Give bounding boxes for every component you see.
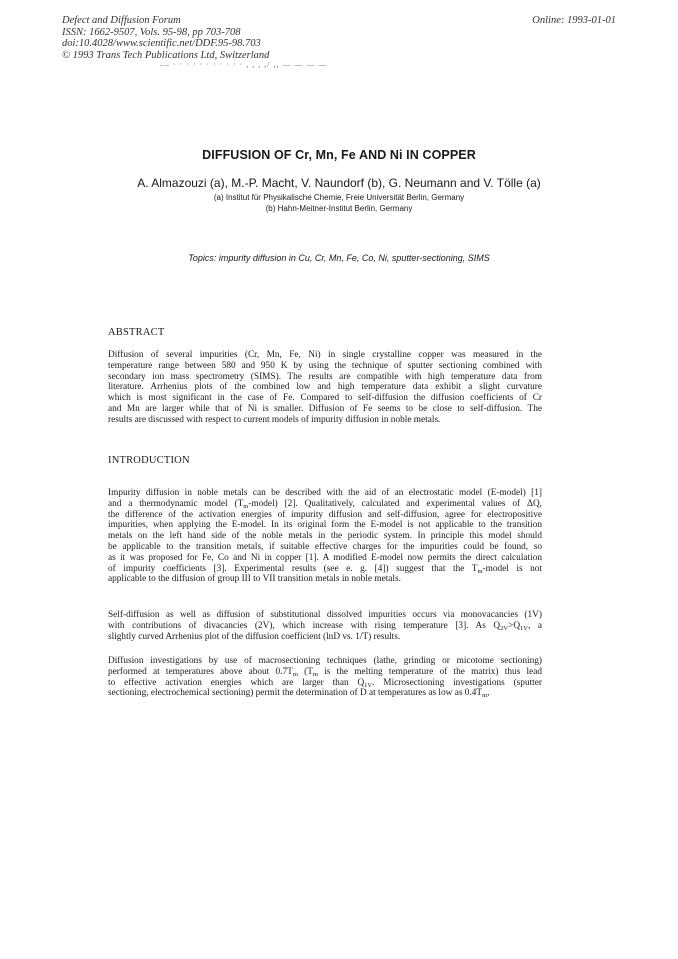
subscript: m [292, 670, 298, 678]
affiliation-b: (b) Hahn-Meitner-Institut Berlin, Germany [265, 204, 413, 213]
affiliation-a: (a) Institut für Physikalische Chemie, Freie Universität Berlin, Germany [213, 193, 465, 202]
topics-line: Topics: impurity diffusion in Cu, Cr, Mn, Fe, Co, Ni, sputter-sectioning, SIMS [188, 253, 490, 263]
text-line: of impurity coefficients [3]. Experimental results (see e. g. [4]) suggest that the $T_m$-model is not [108, 563, 542, 575]
intro-paragraph-2 [108, 610, 542, 642]
doi-line: doi:10.4028/www.scientific.net/DDF.95-98.703 [62, 38, 261, 49]
subscript: m [312, 670, 318, 678]
copyright-line: © 1993 Trans Tech Publications Ltd, Switzerland [62, 49, 270, 61]
text-line: temperature range between 580 and 950 K by using the technique of sputter sectioning combined with [108, 360, 542, 371]
journal-name: Defect and Diffusion Forum [62, 15, 181, 26]
text-line: as it was proposed for Fe, Co and Ni in copper [1]. A modified E-model now permits the direct calculation [108, 552, 542, 563]
text-line: Impurity diffusion in noble metals can be described with the aid of an electrostatic model (E-model) [1] [108, 488, 542, 498]
subscript: m [482, 692, 488, 700]
online-date: Online: 1993-01-01 [532, 15, 616, 26]
text-line: Diffusion of several impurities (Cr, Mn, Fe, Ni) in single crystalline copper was measured in the [108, 350, 542, 360]
paper-title: DIFFUSION OF Cr, Mn, Fe AND Ni IN COPPER [202, 148, 476, 162]
journal-header [62, 15, 269, 61]
text-line: metals on the left hand side of the noble metals in the periodic system. In principle this model should [108, 531, 542, 542]
text-line: results are discussed with respect to current models of impurity diffusion in noble metals. [108, 414, 441, 425]
text-line: slightly curved Arrhenius plot of the diffusion coefficient (lnD vs. 1/T) results. [108, 631, 401, 642]
text-line: Self-diffusion as well as diffusion of substitutional dissolved impurities occurs via monovacancies (1V) [108, 610, 542, 620]
subscript: m [243, 502, 249, 510]
text-line: impurities, when applying the E-model. In its original form the E-model is not applicable to the transition [108, 520, 542, 531]
text-line: to effective activation energies which are larger than $Q_{1V}$. Microsectioning investigations (sputter [108, 677, 542, 689]
text-line: and a thermodynamic model $(T_m-model)$ [2]. Qualitatively, calculated and experimental values of ΔQ, [108, 498, 542, 510]
subscript: m [477, 567, 483, 575]
text-line: performed at temperatures above about $0.7T_m$ ($T_m$ is the melting temperature of the matrix) thus lead [108, 666, 542, 678]
subscript: 2V [500, 624, 509, 632]
text-line: sectioning, electrochemical sectioning) permit the determination of D at temperatures as low as $0.4T_m$, [108, 688, 490, 700]
text-line: secondary ion mass spectrometry (SIMS). The results are compatible with high temperature data from [108, 371, 542, 382]
subscript: 1V [520, 624, 528, 632]
text-line: Diffusion investigations by use of macrosectioning techniques (lathe, grinding or micotome sectioning) [108, 656, 542, 666]
text-line: the difference of the activation energies of impurity diffusion and self-diffusion, agree for electropositive [108, 509, 542, 520]
text-line: be applicable to the transition metals, if suitable effective charges for the impurities could be found, so [108, 541, 542, 552]
text-line: and Mn are larger while that of Ni is smaller. Diffusion of Fe seems to be close to self-diffusion. The [108, 403, 542, 414]
abstract-paragraph [108, 350, 542, 426]
scan-artifact-decoration: –– · · · · · · · · · · · , , , ,/ ,, — — — — [160, 60, 328, 69]
introduction-heading: INTRODUCTION [108, 455, 190, 466]
text-line: literature. Arrhenius plots of the combined low and high temperature data exhibit a slight curvature [108, 382, 542, 393]
intro-paragraph-1 [108, 488, 542, 585]
author-list: A. Almazouzi (a), M.-P. Macht, V. Naundorf (b), G. Neumann and V. Tölle (a) [137, 176, 541, 190]
text-line: with contributions of divacancies (2V), which increase with rising temperature [3]. As $Q_{2V}>Q_{1V}$, a [108, 620, 542, 632]
abstract-heading: ABSTRACT [108, 327, 165, 338]
intro-paragraph-3 [108, 656, 542, 699]
text-line: applicable to the diffusion of group III to VII transition metals in noble metals. [108, 574, 401, 585]
text-line: which is most significant in the case of Fe. Compared to self-diffusion the diffusion coefficients of Cr [108, 393, 542, 404]
issn-line: ISSN: 1662-9507, Vols. 95-98, pp 703-708 [62, 26, 241, 38]
subscript: 1V [364, 681, 373, 689]
